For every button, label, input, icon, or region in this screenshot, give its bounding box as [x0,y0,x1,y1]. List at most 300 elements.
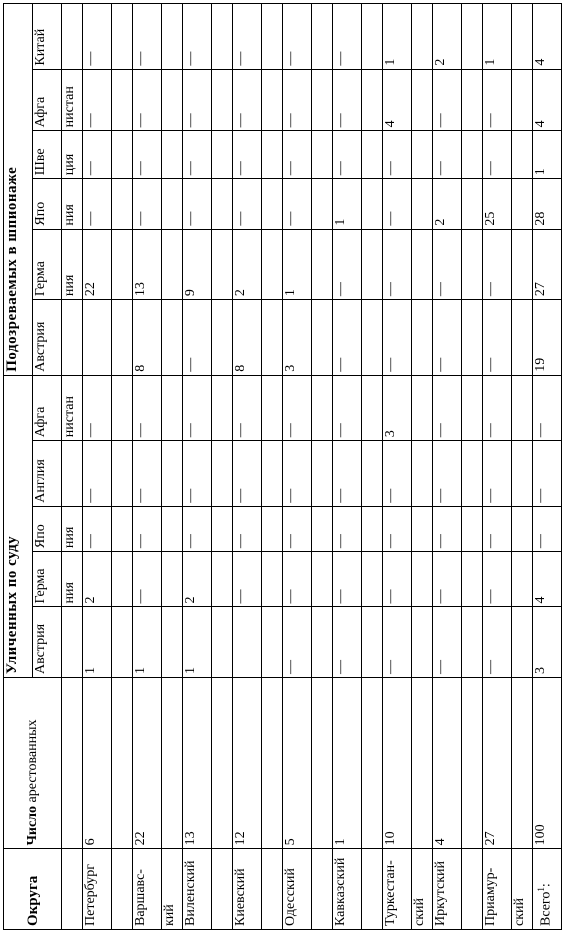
empty-cell [112,131,133,179]
district-name-text: Одесский [283,868,298,926]
table-row [283,4,312,930]
empty-cell [362,506,383,551]
count-cell: 27 [533,229,562,300]
empty-cell [162,69,183,131]
count-cell: — [383,300,412,376]
district-name-cont [262,849,283,930]
district-name-cont: ский [512,849,533,930]
count-cell: 19 [533,300,562,376]
empty-cell [462,229,483,300]
table-row [183,4,212,930]
empty-cell [62,849,83,930]
count-cell: — [133,69,162,131]
table-row-cont [262,4,283,930]
header-suspected-group: Подозреваемых в шпионаже [4,4,33,376]
count-cell: — [533,375,562,441]
empty-cell [412,441,433,507]
count-cell: — [283,179,312,229]
district-name-cont [462,849,483,930]
count-cell: — [483,441,512,507]
count-cell: — [133,179,162,229]
empty-cell [462,506,483,551]
count-cell: — [383,179,412,229]
arrested-count: 100 [533,678,562,849]
count-cell [83,300,112,376]
country-header-cont [62,607,83,678]
count-cell: — [233,179,262,229]
district-name-cont [112,849,133,930]
empty-cell [362,4,383,70]
table-row [383,4,412,930]
empty-cell [362,131,383,179]
district-name [483,849,512,930]
empty-cell [212,678,233,849]
empty-cell [512,441,533,507]
count-cell: — [183,179,212,229]
empty-cell [262,229,283,300]
district-name [433,849,462,930]
count-cell: — [233,375,262,441]
empty-cell [112,229,133,300]
count-cell: — [283,131,312,179]
empty-cell [462,607,483,678]
empty-cell [262,131,283,179]
district-name-cont: ский [412,849,433,930]
count-cell: — [483,300,512,376]
empty-cell [312,69,333,131]
table-row [483,4,512,930]
empty-cell [462,552,483,607]
count-cell [233,607,262,678]
header-convicted-group: Уличенных по суду [4,375,33,677]
empty-cell [162,678,183,849]
count-cell: — [133,441,162,507]
empty-cell [262,69,283,131]
table-row [333,4,362,930]
country-header: Австрия [33,607,62,678]
count-cell: — [133,4,162,70]
empty-cell [212,375,233,441]
empty-cell [412,300,433,376]
empty-cell [462,131,483,179]
empty-cell [412,229,433,300]
count-cell: — [233,441,262,507]
count-cell: — [83,69,112,131]
empty-cell [212,300,233,376]
district-name [533,849,562,930]
table-row-cont [212,4,233,930]
country-header-cont: нистан [62,375,83,441]
empty-cell [512,300,533,376]
empty-cell [312,300,333,376]
count-cell: — [383,552,412,607]
count-cell: — [183,441,212,507]
count-cell: — [333,4,362,70]
country-header-cont: ния [62,179,83,229]
district-name-text: Киевский [233,868,248,926]
count-cell: — [333,506,362,551]
count-cell: — [383,441,412,507]
count-cell: — [383,607,412,678]
empty-cell [412,179,433,229]
country-header: Япо [33,179,62,229]
empty-cell [312,607,333,678]
count-cell: — [183,131,212,179]
country-header: Герма [33,552,62,607]
empty-cell [312,179,333,229]
count-cell: 25 [483,179,512,229]
empty-cell [112,300,133,376]
footnote-mark: 1 [536,887,546,892]
district-name-text: Туркестан- [383,860,398,926]
district-name-text: Иркутский [433,860,448,926]
table-row [133,4,162,930]
empty-cell [412,375,433,441]
count-cell: — [483,69,512,131]
empty-cell [412,506,433,551]
count-cell: — [133,552,162,607]
district-name-text: Петербург [83,864,98,926]
district-name-cont [312,849,333,930]
district-name-text: Приамур- [483,867,498,926]
count-cell: 4 [533,552,562,607]
empty-cell [512,678,533,849]
table-row [433,4,462,930]
arrested-count: 10 [383,678,412,849]
empty-cell [512,607,533,678]
empty-cell [312,506,333,551]
arrests-table [3,3,562,930]
empty-cell [262,441,283,507]
table-row-cont [462,4,483,930]
empty-cell [262,4,283,70]
count-cell: — [83,179,112,229]
empty-cell [362,229,383,300]
count-cell: — [233,131,262,179]
table-row-cont [412,4,433,930]
arrested-count: 22 [133,678,162,849]
count-cell: — [83,131,112,179]
arrested-count: 6 [83,678,112,849]
count-cell: — [383,229,412,300]
empty-cell [362,69,383,131]
count-cell: — [433,229,462,300]
country-header: Англия [33,441,62,507]
country-header-cont [62,300,83,376]
count-cell: 4 [383,69,412,131]
arrested-count: 12 [233,678,262,849]
count-cell: — [233,4,262,70]
empty-cell [312,441,333,507]
count-cell: 3 [533,607,562,678]
count-cell: — [183,4,212,70]
empty-cell [362,552,383,607]
header-okruga: Округа [4,849,62,930]
empty-cell [312,4,333,70]
empty-cell [362,179,383,229]
count-cell: — [433,131,462,179]
empty-cell [112,375,133,441]
empty-cell [512,375,533,441]
empty-cell [262,552,283,607]
header-arrested-bold: Число [24,805,40,846]
arrested-count: 5 [283,678,312,849]
table-row-cont [162,4,183,930]
country-header: Австрия [33,300,62,376]
count-cell: — [233,506,262,551]
count-cell: 3 [283,300,312,376]
empty-cell [462,4,483,70]
count-cell: 2 [83,552,112,607]
empty-cell [112,678,133,849]
empty-cell [162,300,183,376]
empty-cell [512,131,533,179]
empty-cell [412,678,433,849]
country-header-cont: нистан [62,69,83,131]
count-cell: — [333,375,362,441]
count-cell: 8 [233,300,262,376]
empty-cell [462,179,483,229]
empty-cell [312,375,333,441]
table-row-cont [112,4,133,930]
district-name [283,849,312,930]
count-cell: 1 [333,179,362,229]
empty-cell [162,552,183,607]
empty-cell [262,375,283,441]
count-cell: — [433,375,462,441]
empty-cell [362,678,383,849]
empty-cell [162,229,183,300]
table-row-cont [312,4,333,930]
empty-cell [262,678,283,849]
empty-cell [262,607,283,678]
empty-cell [462,441,483,507]
country-header: Афга [33,69,62,131]
empty-cell [462,300,483,376]
empty-cell [112,552,133,607]
count-cell: 22 [83,229,112,300]
empty-cell [112,607,133,678]
empty-cell [212,607,233,678]
count-cell: — [333,300,362,376]
count-cell: — [383,131,412,179]
count-cell: 1 [283,229,312,300]
count-cell: — [133,506,162,551]
country-header-cont: ния [62,506,83,551]
count-cell: — [433,441,462,507]
empty-cell [312,678,333,849]
count-cell: — [533,506,562,551]
empty-cell [162,441,183,507]
empty-cell [362,441,383,507]
header-arrested-rest: арестованных [24,719,40,806]
empty-cell [212,69,233,131]
district-name [233,849,262,930]
count-cell: — [483,607,512,678]
count-cell: 3 [383,375,412,441]
count-cell: — [233,69,262,131]
empty-cell [412,4,433,70]
district-name [333,849,362,930]
count-cell: — [333,607,362,678]
count-cell: 1 [83,607,112,678]
count-cell: — [333,229,362,300]
empty-cell [312,552,333,607]
empty-cell [512,506,533,551]
district-name-text: Всего [538,891,554,926]
count-cell: 2 [433,4,462,70]
table-row [533,4,562,930]
country-header: Шве [33,131,62,179]
empty-cell [212,441,233,507]
empty-cell [512,179,533,229]
district-name [383,849,412,930]
count-cell: — [183,375,212,441]
count-cell: 1 [183,607,212,678]
empty-cell [212,229,233,300]
count-cell: — [383,506,412,551]
count-cell: — [333,441,362,507]
count-cell: — [133,375,162,441]
empty-cell [162,4,183,70]
empty-cell [162,179,183,229]
empty-cell [312,131,333,179]
table-row [83,4,112,930]
country-header-cont: ния [62,229,83,300]
district-name [133,849,162,930]
count-cell: 28 [533,179,562,229]
empty-cell [212,552,233,607]
empty-cell [112,69,133,131]
empty-cell [362,607,383,678]
count-cell: — [183,506,212,551]
empty-cell [262,179,283,229]
empty-cell [112,179,133,229]
empty-cell [412,607,433,678]
empty-cell [162,506,183,551]
count-cell: — [283,607,312,678]
table-row [233,4,262,930]
count-cell: — [483,506,512,551]
empty-cell [262,506,283,551]
count-cell: — [483,131,512,179]
empty-cell [512,69,533,131]
count-cell: 2 [233,229,262,300]
arrested-count: 1 [333,678,362,849]
country-header-cont [62,4,83,70]
arrested-count: 27 [483,678,512,849]
count-cell: 4 [533,4,562,70]
total-colon: : [538,883,554,888]
count-cell: — [283,441,312,507]
count-cell: — [433,506,462,551]
count-cell: — [433,552,462,607]
empty-cell [212,4,233,70]
empty-cell [512,552,533,607]
country-header-cont: ция [62,131,83,179]
empty-cell [212,179,233,229]
count-cell: — [233,552,262,607]
empty-cell [162,607,183,678]
empty-cell [462,375,483,441]
count-cell: 1 [383,4,412,70]
count-cell: — [83,375,112,441]
district-name-text: Кавказский [333,857,348,926]
empty-cell [412,69,433,131]
country-header-row-2 [62,4,83,930]
district-name [83,849,112,930]
count-cell: — [433,69,462,131]
count-cell: — [283,69,312,131]
count-cell: — [183,300,212,376]
count-cell: — [83,506,112,551]
table-row-cont [362,4,383,930]
empty-cell [112,4,133,70]
district-name-text: Варшавс- [133,869,148,926]
table-row-cont [512,4,533,930]
arrested-count: 4 [433,678,462,849]
count-cell: — [133,131,162,179]
empty-cell [112,506,133,551]
count-cell: — [333,131,362,179]
empty-cell [212,506,233,551]
country-header: Афга [33,375,62,441]
count-cell: 2 [183,552,212,607]
table-body [83,4,562,930]
empty-cell [62,678,83,849]
count-cell: — [283,506,312,551]
empty-cell [162,375,183,441]
count-cell: 1 [483,4,512,70]
count-cell: — [283,4,312,70]
country-header-cont [62,441,83,507]
count-cell: 13 [133,229,162,300]
district-name [183,849,212,930]
empty-cell [112,441,133,507]
count-cell: — [533,441,562,507]
empty-cell [262,300,283,376]
empty-cell [462,69,483,131]
empty-cell [512,229,533,300]
count-cell: — [483,552,512,607]
empty-cell [212,131,233,179]
district-name-cont [362,849,383,930]
empty-cell [462,678,483,849]
count-cell: 1 [133,607,162,678]
count-cell: — [283,552,312,607]
count-cell: 8 [133,300,162,376]
count-cell: 9 [183,229,212,300]
empty-cell [162,131,183,179]
count-cell: 2 [433,179,462,229]
district-name-text: Виленский [183,860,198,926]
count-cell: — [83,441,112,507]
count-cell: — [483,229,512,300]
count-cell: 4 [533,69,562,131]
district-name-cont: кий [162,849,183,930]
count-cell: — [333,69,362,131]
count-cell: — [333,552,362,607]
count-cell: 1 [533,131,562,179]
count-cell: — [83,4,112,70]
country-header: Китай [33,4,62,70]
arrested-count: 13 [183,678,212,849]
count-cell: — [433,300,462,376]
count-cell: — [183,69,212,131]
empty-cell [412,131,433,179]
district-name-cont [212,849,233,930]
empty-cell [312,229,333,300]
